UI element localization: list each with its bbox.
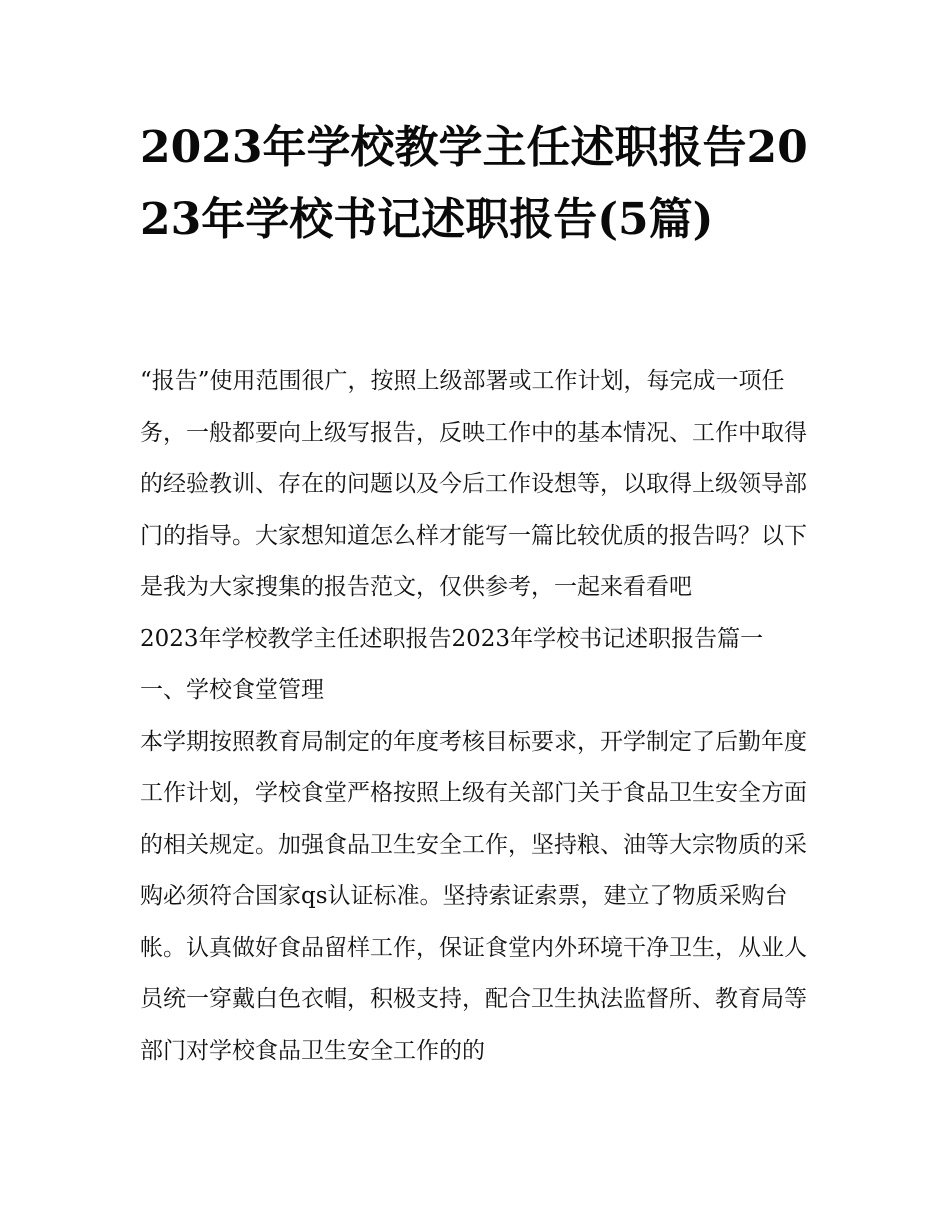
document-title: 2023年学校教学主任述职报告2023年学校书记述职报告(5篇) [140, 122, 808, 245]
section-heading: 2023年学校教学主任述职报告2023年学校书记述职报告篇一 [140, 625, 764, 652]
subsection-heading: 一、学校食堂管理 [140, 677, 324, 703]
intro-paragraph: “报告”使用范围很广，按照上级部署或工作计划，每完成一项任务，一般都要向上级写报告，反映工作中的基本情况、工作中取得的经验教训、存在的问题以及今后工作设想等，以取得上级领导部门的指导。大家想知道怎么样才能写一篇比较优质的报告吗？以下是我为大家搜集的报告范文，仅供参考，一起来看看吧 [140, 368, 807, 600]
body-paragraph: 本学期按照教育局制定的年度考核目标要求，开学制定了后勤年度工作计划，学校食堂严格按照上级有关部门关于食品卫生安全方面的相关规定。加强食品卫生安全工作，坚持粮、油等大宗物质的采购必须符合国家qs认证标准。坚持索证索票，建立了物质采购台帐。认真做好食品留样工作，保证食堂内外环境干净卫生，从业人员统一穿戴白色衣帽，积极支持，配合卫生执法监督所、教育局等部门对学校食品卫生安全工作的的 [140, 728, 807, 1064]
document-body [140, 356, 820, 1077]
